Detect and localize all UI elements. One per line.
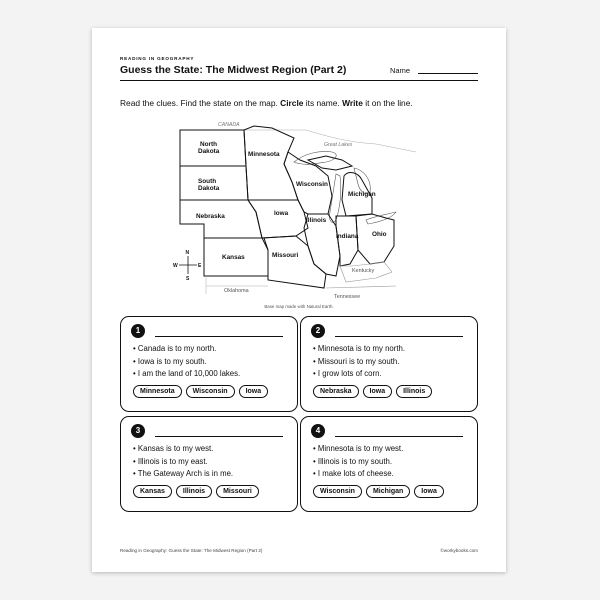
card-number: 3 — [131, 424, 145, 438]
name-field-line[interactable] — [418, 73, 478, 74]
answer-line[interactable] — [335, 436, 463, 437]
iowa-shape — [248, 200, 308, 238]
clue-item: • Minnesota is to my north. — [313, 343, 405, 356]
clue-item: • Minnesota is to my west. — [313, 443, 403, 456]
compass-w: W — [173, 263, 178, 269]
option-pill[interactable]: Kansas — [133, 485, 172, 498]
clue-item: • Missouri is to my south. — [313, 356, 405, 369]
map-label-south-dakota-1: South — [198, 178, 217, 185]
map-label-nebraska: Nebraska — [196, 213, 225, 220]
map-label-north-dakota-1: North — [200, 141, 218, 148]
option-pill[interactable]: Minnesota — [133, 385, 182, 398]
clue-item: • I am the land of 10,000 lakes. — [133, 368, 240, 381]
map-label-south-dakota-2: Dakota — [198, 185, 220, 192]
minnesota-shape — [244, 126, 298, 200]
clue-item: • Illinois is to my south. — [313, 456, 403, 469]
circle-keyword: Circle — [280, 98, 304, 108]
midwest-map — [173, 116, 424, 300]
map-label-michigan: Michigan — [348, 191, 376, 198]
clue-item: • I grow lots of corn. — [313, 368, 405, 381]
clue-card-3 — [120, 416, 298, 512]
card-number: 1 — [131, 324, 145, 338]
clue-card-2 — [300, 316, 478, 412]
clue-list — [133, 443, 233, 481]
clue-item: • Kansas is to my west. — [133, 443, 233, 456]
clue-card-1 — [120, 316, 298, 412]
clue-list — [313, 343, 405, 381]
map-label-kentucky: Kentucky — [352, 268, 375, 274]
map-label-illinois: Illinois — [306, 217, 327, 224]
option-pill[interactable]: Wisconsin — [186, 385, 235, 398]
answer-options — [133, 385, 268, 398]
map-label-canada: CANADA — [218, 122, 240, 128]
map-label-ohio: Ohio — [372, 231, 387, 238]
map-label-minnesota: Minnesota — [248, 151, 280, 158]
clue-list — [313, 443, 403, 481]
clue-item: • Illinois is to my east. — [133, 456, 233, 469]
clue-card-4 — [300, 416, 478, 512]
compass-e: E — [198, 263, 202, 269]
clue-item: • I make lots of cheese. — [313, 468, 403, 481]
map-label-kansas: Kansas — [222, 254, 245, 261]
option-pill[interactable]: Nebraska — [313, 385, 359, 398]
header-divider — [120, 80, 478, 81]
option-pill[interactable]: Illinois — [396, 385, 432, 398]
map-label-oklahoma: Oklahoma — [224, 288, 249, 294]
clue-item: • Canada is to my north. — [133, 343, 240, 356]
compass-rose — [179, 256, 197, 274]
option-pill[interactable]: Iowa — [414, 485, 444, 498]
clue-item: • Iowa is to my south. — [133, 356, 240, 369]
map-label-indiana: Indiana — [336, 233, 359, 240]
map-label-great-lakes: Great Lakes — [324, 142, 353, 148]
answer-line[interactable] — [155, 436, 283, 437]
answer-options — [313, 485, 444, 498]
option-pill[interactable]: Illinois — [176, 485, 212, 498]
map-label-tennessee: Tennessee — [334, 294, 361, 300]
clue-item: • The Gateway Arch is in me. — [133, 468, 233, 481]
footer-copyright: ©workybooks.com — [440, 548, 478, 553]
worksheet-page — [92, 28, 506, 572]
map-label-north-dakota-2: Dakota — [198, 148, 220, 155]
map-caption: Base map made with Natural Earth. — [264, 304, 334, 309]
card-number: 2 — [311, 324, 325, 338]
option-pill[interactable]: Michigan — [366, 485, 410, 498]
option-pill[interactable]: Iowa — [363, 385, 393, 398]
page-title: Guess the State: The Midwest Region (Part 2) — [120, 64, 347, 76]
write-keyword: Write — [342, 98, 363, 108]
compass-s: S — [186, 276, 190, 282]
name-label: Name — [390, 66, 411, 75]
lake-superior — [294, 151, 336, 164]
series-label: READING IN GEOGRAPHY — [120, 56, 195, 61]
map-label-wisconsin: Wisconsin — [296, 181, 328, 188]
clue-list — [133, 343, 240, 381]
footer-title: Reading in Geography: Guess the State: The Midwest Region (Part 2) — [120, 548, 263, 553]
answer-line[interactable] — [335, 336, 463, 337]
compass-n: N — [185, 250, 190, 256]
answer-options — [313, 385, 432, 398]
option-pill[interactable]: Iowa — [239, 385, 269, 398]
answer-line[interactable] — [155, 336, 283, 337]
answer-options — [133, 485, 259, 498]
card-number: 4 — [311, 424, 325, 438]
map-label-iowa: Iowa — [274, 210, 289, 217]
map-label-missouri: Missouri — [272, 252, 299, 259]
missouri-shape — [262, 236, 326, 288]
option-pill[interactable]: Wisconsin — [313, 485, 362, 498]
instructions: Read the clues. Find the state on the map. Circle its name. Write it on the line. — [120, 98, 413, 108]
option-pill[interactable]: Missouri — [216, 485, 259, 498]
